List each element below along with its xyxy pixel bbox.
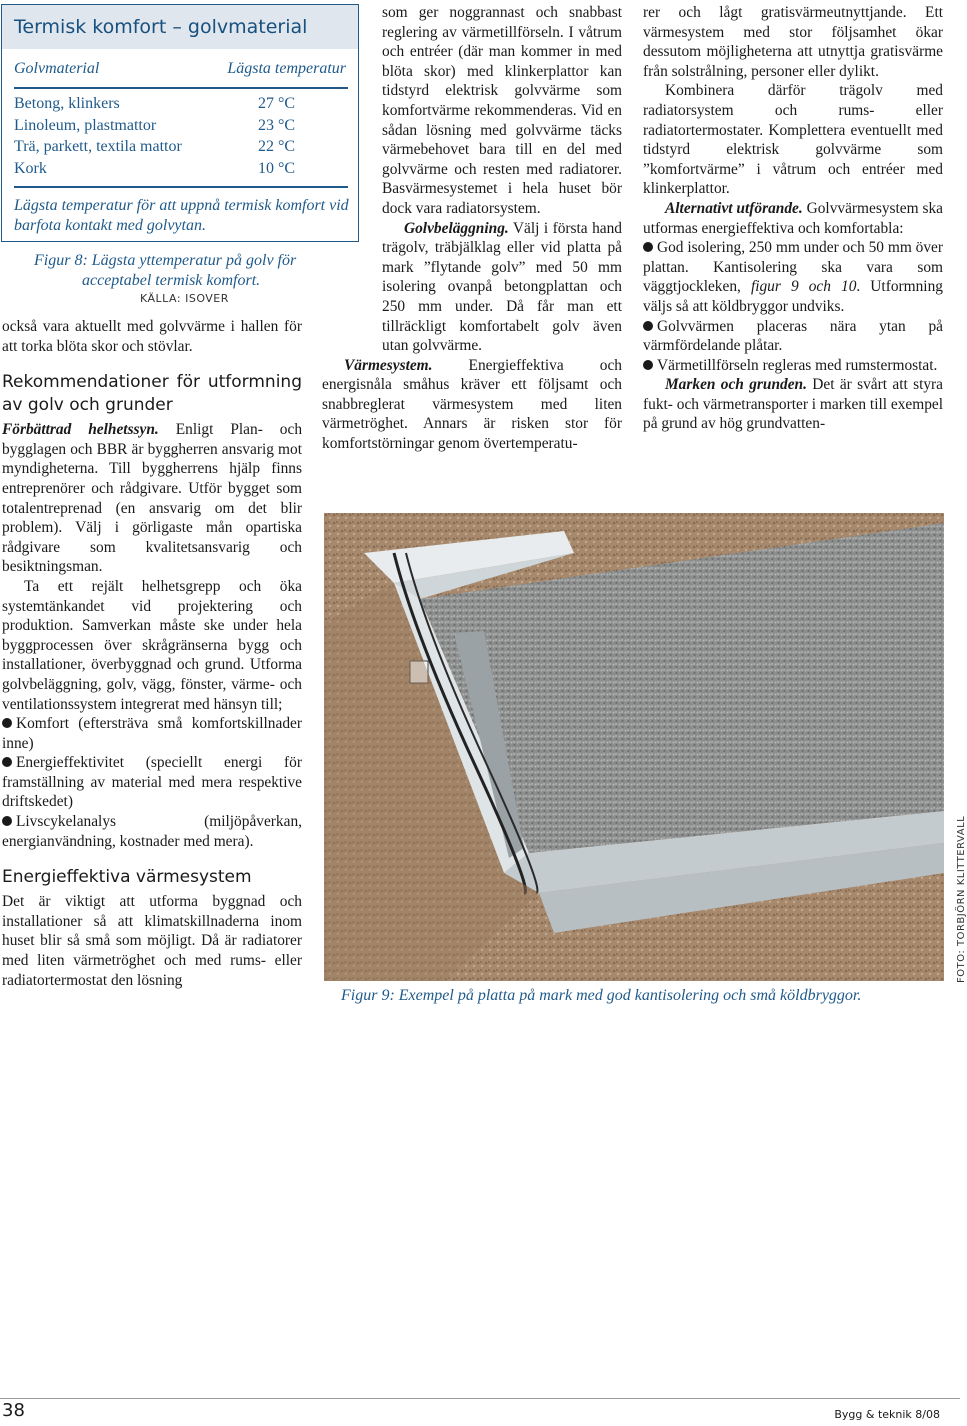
table-cell-material: Linoleum, plastmattor	[14, 117, 157, 134]
paragraph-helhetssyn	[2, 420, 302, 577]
table-title: Termisk komfort – golvmaterial	[2, 5, 358, 49]
body-text: Det är svårt att styra fukt- och värmetransporter i marken till exempel på grund av hög grundvatten-	[643, 376, 944, 433]
column-1	[2, 317, 302, 990]
intro-paragraph: också vara aktuellt med golvvärme i hallen för att torka blöta skor och stövlar.	[2, 318, 302, 355]
footer-divider	[0, 1398, 960, 1399]
paragraph-helhetsgrepp: Ta ett rejält helhetsgrepp och öka systemtänkandet vid projektering och produktion. Samverkan måste ske under hela byggprocessen över skrågränserna bygg och installationer, överbyggnad och grund. Utforma golvbeläggning, golv, vägg, fönster, värme- och ventilationssystem integrerat med hänsyn till;	[2, 577, 302, 713]
column-3	[643, 3, 943, 434]
figure-9-photo	[324, 513, 944, 981]
body-text: Golvvärmesystem ska utformas energieffektiva och komfortabla:	[643, 199, 943, 237]
bullet-item	[2, 812, 302, 851]
bullet-text: Energieffektivitet (speciellt energi för framställning av material med mera respektive driftskedet)	[2, 754, 302, 811]
bullet-icon	[643, 360, 653, 370]
table-cell-temperature: 23 °C	[258, 117, 296, 134]
heading-rekommendationer: Rekommendationer för utformning av golv och grunder	[2, 372, 302, 416]
table-cell-temperature: 27 °C	[258, 95, 296, 112]
bullet-icon	[2, 816, 12, 826]
bullet-text: Livscykelanalys (miljöpåverkan, energianvändning, kostnader med mera).	[2, 813, 302, 850]
table-divider	[14, 186, 348, 188]
paragraph-marken	[643, 375, 943, 434]
bullet-text: Golvvärmen placeras nära ytan på värmfördelande plåtar.	[643, 317, 943, 355]
bullet-text: Värmetillförseln regleras med rumstermostat.	[657, 356, 938, 374]
lead-text: Marken och grunden.	[665, 376, 807, 394]
bullet-item	[643, 356, 943, 376]
figure-8-caption-line1: Figur 8: Lägsta yttemperatur på golv för	[34, 252, 297, 269]
lead-text: Alternativt utförande.	[665, 199, 803, 217]
paragraph-gratisvarme: rer och lågt gratisvärmeutnyttjande. Ett värmesystem med stor följsamhet ökar dessutom möjligheterna att utnyttja gratisvärme från solstrålning, personer eller dylikt.	[643, 4, 943, 80]
bullet-icon	[2, 718, 12, 728]
table-cell-material: Kork	[14, 160, 47, 177]
body-text: Energieffektiva och energisnåla småhus kräver ett följsamt och snabbreglerat värmesystem med liten värmetröghet. Annars är risken stor för komfortstörningar genom övertemperatu-	[322, 356, 622, 453]
bullet-icon	[643, 242, 653, 252]
body-text: Välj i första hand trägolv, träbjälklag eller vid platta på mark ”flytande golv” med 50 mm isolering ovanpå betongplattan och 250 mm under. Då får man ett tillräckligt komfortabelt golv även utan golvvärme.	[382, 219, 622, 355]
bullet-item	[2, 714, 302, 753]
paragraph-kombinera: Kombinera därför trägolv med radiatorsystem och rums- eller radiatortermostater. Komplettera eventuellt med tidstyrd elektrisk golvvärme som ”komfortvärme” i våtrum och entréer med klinkerplattor.	[643, 82, 943, 198]
paragraph-golvbelaggning	[382, 219, 622, 356]
page-number: 38	[2, 1400, 25, 1421]
lead-text: Värmesystem.	[344, 356, 433, 374]
body-text: Enligt Plan- och bygglagen och BBR är byggherren ansvarig mot myndigheterna. Till byggherrens hjälp finns entreprenörer och rådgivare. Utför bygget som totalentreprenad (en ansvarig om det blir problem). Välj i görligaste mån opartiska rådgivare som kvalitetsansvarig och besiktningsman.	[2, 421, 303, 576]
bullet-item	[643, 317, 943, 356]
column-2	[322, 3, 622, 454]
table-note: Lägsta temperatur för att uppnå termisk komfort vid barfota kontakt med golvytan.	[14, 197, 349, 234]
table-cell-material: Betong, klinkers	[14, 95, 120, 112]
paragraph-varmesystem	[322, 356, 622, 454]
heading-energieffektiva: Energieffektiva värmesystem	[2, 867, 252, 888]
floor-material-table	[1, 4, 359, 242]
publication-name: Bygg & teknik 8/08	[834, 1408, 940, 1421]
table-divider	[14, 87, 348, 89]
lead-text: Förbättrad helhetssyn.	[2, 421, 159, 439]
figure-9-caption: Figur 9: Exempel på platta på mark med god kantisolering och små köldbryggor.	[341, 987, 862, 1004]
bullet-text: God isolering, 250 mm under och 50 mm över plattan. Kantisolering ska vara som väggtjockleken,	[643, 239, 943, 296]
table-cell-temperature: 10 °C	[258, 160, 296, 177]
figure-reference: figur 9 och 10	[750, 278, 857, 296]
bullet-item	[643, 238, 943, 316]
bullet-item	[2, 753, 302, 812]
bullet-icon	[643, 321, 653, 331]
column-header-material: Golvmaterial	[14, 60, 100, 77]
paragraph-reglering: som ger noggrannast och snabbast reglering av värmetillförseln. I våtrum och entréer (där man kommer in med blöta skor) med klinkerplattor kan tidstyrd elektrisk golvvärme som komfortvärme rekommenderas. Vid en sådan lösning med golvvärme täcks värmebehovet bara till en del med golvvärme och resten med radiatorer. Basvärmesystemet i hela huset bör dock vara radiatorsystem.	[382, 4, 622, 217]
paragraph-energi: Det är viktigt att utforma byggnad och installationer så att klimatskillnaderna inom huset blir så små som möjligt. Då är radiatorer med liten värmetröghet och med rums- eller radiatortermostat den lösning	[2, 893, 302, 989]
lead-text: Golvbeläggning.	[404, 219, 509, 237]
paragraph-alternativt	[643, 199, 943, 238]
bullet-text: Komfort (eftersträva små komfortskillnader inne)	[2, 715, 302, 752]
table-cell-temperature: 22 °C	[258, 138, 296, 155]
figure-8-source: KÄLLA: ISOVER	[140, 292, 229, 305]
bullet-text: . Utformning väljs så att köldbryggor undviks.	[643, 278, 943, 315]
photo-credit: FOTO: TORBJÖRN KLITTERVALL	[956, 815, 967, 983]
figure-8-caption-line2: acceptabel termisk komfort.	[82, 272, 261, 289]
table-cell-material: Trä, parkett, textila mattor	[14, 138, 182, 155]
bullet-icon	[2, 757, 12, 767]
column-header-temperature: Lägsta temperatur	[227, 60, 346, 77]
slab-on-ground-photo	[324, 513, 944, 981]
